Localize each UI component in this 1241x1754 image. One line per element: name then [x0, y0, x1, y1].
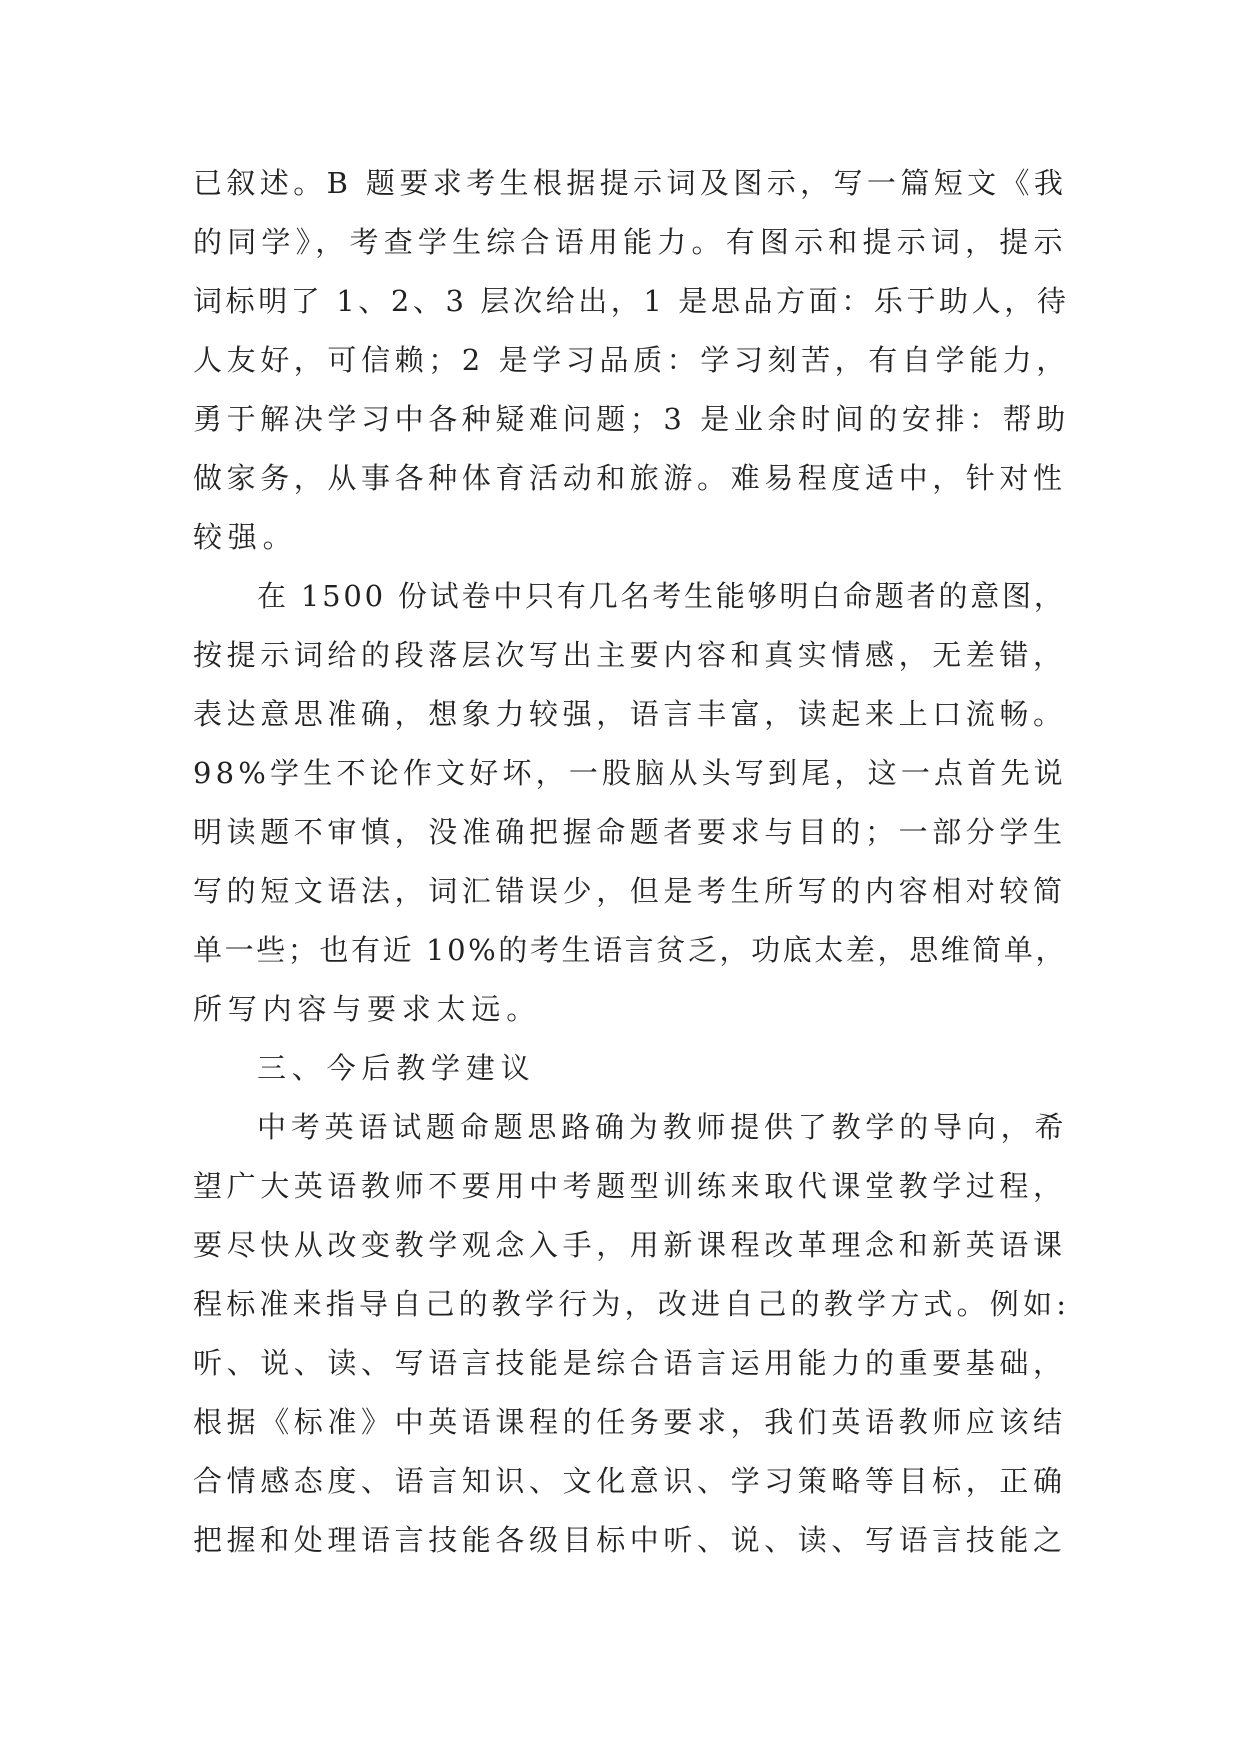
text-line: 98%学生不论作文好坏，一股脑从头写到尾，这一点首先说	[193, 756, 1067, 790]
text-line: 按提示词给的段落层次写出主要内容和真实情感，无差错，	[193, 638, 1067, 672]
text-line: 表达意思准确，想象力较强，语言丰富，读起来上口流畅。	[193, 697, 1067, 731]
text-line: 要尽快从改变教学观念入手，用新课程改革理念和新英语课	[193, 1228, 1067, 1262]
paragraph-first-line: 在 1500 份试卷中只有几名考生能够明白命题者的意图，	[257, 579, 1066, 613]
text-line: 所写内容与要求太远。	[193, 992, 542, 1026]
text-line: 做家务，从事各种体育活动和旅游。难易程度适中，针对性	[193, 461, 1067, 495]
text-line: 望广大英语教师不要用中考题型训练来取代课堂教学过程，	[193, 1169, 1067, 1203]
text-line: 明读题不审慎，没准确把握命题者要求与目的；一部分学生	[193, 815, 1067, 849]
text-line: 已叙述。B 题要求考生根据提示词及图示，写一篇短文《我	[193, 166, 1068, 200]
text-line: 写的短文语法，词汇错误少，但是考生所写的内容相对较简	[193, 874, 1067, 908]
section-heading: 三、今后教学建议	[257, 1051, 536, 1085]
text-line: 根据《标准》中英语课程的任务要求，我们英语教师应该结	[193, 1405, 1067, 1439]
text-line: 人友好，可信赖；2 是学习品质：学习刻苦，有自学能力，	[193, 343, 1070, 377]
text-line: 把握和处理语言技能各级目标中听、说、读、写语言技能之	[193, 1523, 1067, 1557]
text-line: 程标准来指导自己的教学行为，改进自己的教学方式。例如:	[193, 1287, 1071, 1321]
text-line: 词标明了 1、2、3 层次给出，1 是思品方面：乐于助人，待	[193, 284, 1070, 318]
paragraph-first-line: 中考英语试题命题思路确为教师提供了教学的导向，希	[257, 1110, 1069, 1144]
text-line: 合情感态度、语言知识、文化意识、学习策略等目标，正确	[193, 1464, 1067, 1498]
text-line: 勇于解决学习中各种疑难问题；3 是业余时间的安排：帮助	[193, 402, 1070, 436]
text-line: 较强。	[193, 520, 298, 554]
text-line: 听、说、读、写语言技能是综合语言运用能力的重要基础，	[193, 1346, 1067, 1380]
text-line: 单一些；也有近 10%的考生语言贫乏，功底太差，思维简单，	[193, 933, 1068, 967]
text-line: 的同学》，考查学生综合语用能力。有图示和提示词，提示	[193, 225, 1068, 259]
